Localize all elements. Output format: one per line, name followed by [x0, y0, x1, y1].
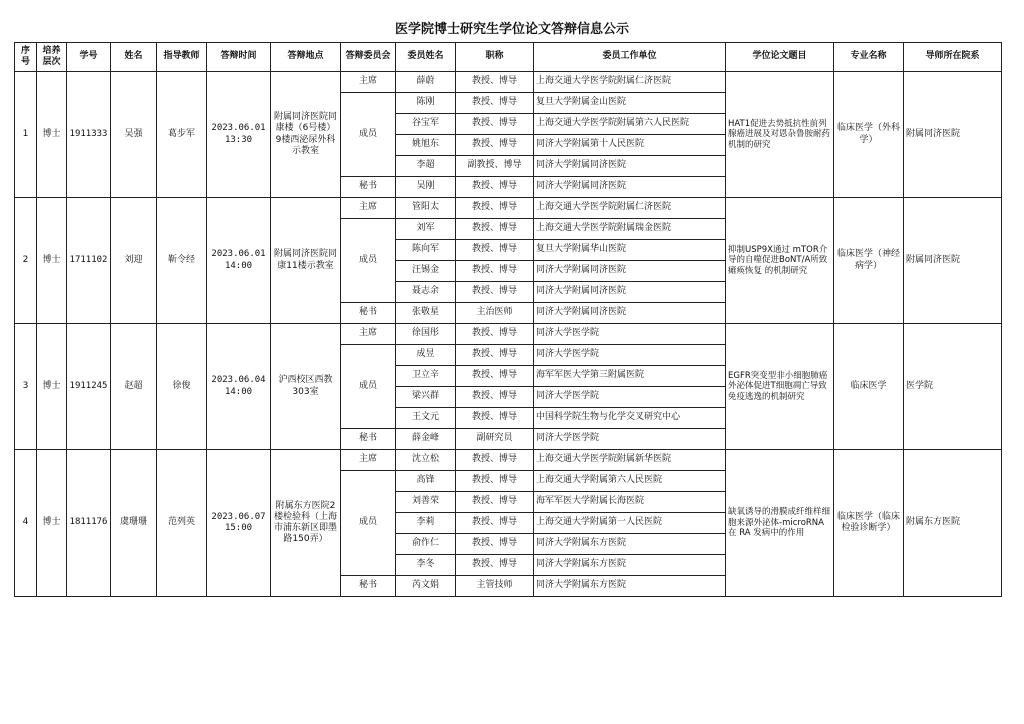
- member-name-cell: 芮文娟: [396, 576, 456, 597]
- member-name-cell: 姚旭东: [396, 135, 456, 156]
- member-unit-cell: 同济大学附属东方医院: [534, 555, 726, 576]
- seq-cell: 4: [15, 450, 37, 597]
- defense-place-cell: 附属同济医院同康11楼示教室: [271, 198, 341, 324]
- member-name-cell: 刘军: [396, 219, 456, 240]
- role-cell: 成员: [341, 471, 396, 576]
- advisor-cell: 靳令经: [157, 198, 207, 324]
- header-cell: 序号: [15, 43, 37, 72]
- member-title-cell: 教授、博导: [456, 93, 534, 114]
- member-name-cell: 徐国彤: [396, 324, 456, 345]
- role-cell: 秘书: [341, 429, 396, 450]
- member-name-cell: 聂志余: [396, 282, 456, 303]
- header-row: [15, 43, 1002, 72]
- student-id-cell: 1911333: [67, 72, 111, 198]
- role-cell: 主席: [341, 198, 396, 219]
- member-title-cell: 教授、博导: [456, 345, 534, 366]
- advisor-cell: 徐俊: [157, 324, 207, 450]
- member-title-cell: 教授、博导: [456, 324, 534, 345]
- member-unit-cell: 同济大学医学院: [534, 345, 726, 366]
- level-cell: 博士: [37, 72, 67, 198]
- header-cell: 委员工作单位: [534, 43, 726, 72]
- member-name-cell: 卫立辛: [396, 366, 456, 387]
- member-title-cell: 副教授、博导: [456, 156, 534, 177]
- advisor-cell: 范列英: [157, 450, 207, 597]
- member-unit-cell: 同济大学医学院: [534, 429, 726, 450]
- seq-cell: 2: [15, 198, 37, 324]
- member-title-cell: 教授、博导: [456, 219, 534, 240]
- member-title-cell: 教授、博导: [456, 366, 534, 387]
- page-title: 医学院博士研究生学位论文答辩信息公示: [394, 22, 629, 37]
- defense-time-cell: 2023.06.04 14:00: [207, 324, 271, 450]
- header-cell: 指导教师: [157, 43, 207, 72]
- defense-place-cell: 附属同济医院同康楼（6号楼）9楼西泌尿外科示教室: [271, 72, 341, 198]
- member-title-cell: 教授、博导: [456, 450, 534, 471]
- member-title-cell: 教授、博导: [456, 408, 534, 429]
- member-title-cell: 主管技师: [456, 576, 534, 597]
- major-cell: 临床医学（外科学）: [834, 72, 904, 198]
- member-title-cell: 教授、博导: [456, 471, 534, 492]
- member-unit-cell: 海军军医大学附属长海医院: [534, 492, 726, 513]
- student-id-cell: 1711102: [67, 198, 111, 324]
- role-cell: 成员: [341, 345, 396, 429]
- member-name-cell: 陈刚: [396, 93, 456, 114]
- header-cell: 答辩地点: [271, 43, 341, 72]
- member-name-cell: 成昱: [396, 345, 456, 366]
- advisor-cell: 葛步军: [157, 72, 207, 198]
- table-row: [15, 72, 1002, 93]
- student-name-cell: 虞珊珊: [111, 450, 157, 597]
- member-title-cell: 教授、博导: [456, 198, 534, 219]
- member-title-cell: 副研究员: [456, 429, 534, 450]
- member-unit-cell: 中国科学院生物与化学交叉研究中心: [534, 408, 726, 429]
- thesis-title-cell: 缺氧诱导的滑膜成纤维样细胞来源外泌体-microRNA 在 RA 发病中的作用: [726, 450, 834, 597]
- role-cell: 主席: [341, 324, 396, 345]
- role-cell: 秘书: [341, 303, 396, 324]
- member-unit-cell: 上海交通大学医学院附属瑞金医院: [534, 219, 726, 240]
- defense-place-cell: 附属东方医院2楼检验科（上海市浦东新区即墨路150弄）: [271, 450, 341, 597]
- member-unit-cell: 同济大学附属第十人民医院: [534, 135, 726, 156]
- member-unit-cell: 同济大学附属同济医院: [534, 282, 726, 303]
- student-id-cell: 1811176: [67, 450, 111, 597]
- header-cell: 导师所在院系: [904, 43, 1002, 72]
- student-name-cell: 吴强: [111, 72, 157, 198]
- table-row: [15, 198, 1002, 219]
- header-cell: 答辩委员会: [341, 43, 396, 72]
- defense-time-cell: 2023.06.01 13:30: [207, 72, 271, 198]
- major-cell: 临床医学（神经病学）: [834, 198, 904, 324]
- member-unit-cell: 复旦大学附属华山医院: [534, 240, 726, 261]
- header-cell: 学号: [67, 43, 111, 72]
- member-name-cell: 薛金峰: [396, 429, 456, 450]
- thesis-title-cell: HAT1促进去势抵抗性前列腺癌进展及对恩杂鲁胺耐药机制的研究: [726, 72, 834, 198]
- member-unit-cell: 同济大学附属东方医院: [534, 576, 726, 597]
- member-unit-cell: 同济大学医学院: [534, 324, 726, 345]
- dept-cell: 附属东方医院: [904, 450, 1002, 597]
- header-cell: 答辩时间: [207, 43, 271, 72]
- header-cell: 委员姓名: [396, 43, 456, 72]
- defense-time-cell: 2023.06.01 14:00: [207, 198, 271, 324]
- member-name-cell: 梁兴群: [396, 387, 456, 408]
- member-unit-cell: 同济大学医学院: [534, 387, 726, 408]
- member-name-cell: 俞作仁: [396, 534, 456, 555]
- member-name-cell: 谷宝军: [396, 114, 456, 135]
- member-title-cell: 教授、博导: [456, 492, 534, 513]
- member-title-cell: 教授、博导: [456, 114, 534, 135]
- member-title-cell: 主治医师: [456, 303, 534, 324]
- role-cell: 主席: [341, 450, 396, 471]
- role-cell: 主席: [341, 72, 396, 93]
- member-title-cell: 教授、博导: [456, 135, 534, 156]
- member-name-cell: 王文元: [396, 408, 456, 429]
- seq-cell: 1: [15, 72, 37, 198]
- member-unit-cell: 上海交通大学医学院附属仁济医院: [534, 198, 726, 219]
- member-name-cell: 薛蔚: [396, 72, 456, 93]
- member-unit-cell: 海军军医大学第三附属医院: [534, 366, 726, 387]
- member-name-cell: 高锋: [396, 471, 456, 492]
- member-title-cell: 教授、博导: [456, 534, 534, 555]
- member-unit-cell: 同济大学附属同济医院: [534, 303, 726, 324]
- role-cell: 秘书: [341, 576, 396, 597]
- header-cell: 学位论文题目: [726, 43, 834, 72]
- member-title-cell: 教授、博导: [456, 282, 534, 303]
- member-unit-cell: 上海交通大学医学院附属新华医院: [534, 450, 726, 471]
- header-cell: 职称: [456, 43, 534, 72]
- member-unit-cell: 复旦大学附属金山医院: [534, 93, 726, 114]
- member-unit-cell: 同济大学附属同济医院: [534, 156, 726, 177]
- member-name-cell: 吴刚: [396, 177, 456, 198]
- member-unit-cell: 上海交通大学医学院附属仁济医院: [534, 72, 726, 93]
- member-name-cell: 汪锡金: [396, 261, 456, 282]
- defense-place-cell: 沪西校区西教303室: [271, 324, 341, 450]
- defense-time-cell: 2023.06.07 15:00: [207, 450, 271, 597]
- member-name-cell: 刘善荣: [396, 492, 456, 513]
- member-unit-cell: 同济大学附属同济医院: [534, 177, 726, 198]
- level-cell: 博士: [37, 450, 67, 597]
- member-title-cell: 教授、博导: [456, 72, 534, 93]
- defense-table: [14, 42, 1002, 597]
- member-title-cell: 教授、博导: [456, 177, 534, 198]
- role-cell: 成员: [341, 219, 396, 303]
- member-unit-cell: 同济大学附属东方医院: [534, 534, 726, 555]
- header-cell: 专业名称: [834, 43, 904, 72]
- member-title-cell: 教授、博导: [456, 240, 534, 261]
- member-name-cell: 李莉: [396, 513, 456, 534]
- member-title-cell: 教授、博导: [456, 261, 534, 282]
- member-name-cell: 李冬: [396, 555, 456, 576]
- student-name-cell: 赵超: [111, 324, 157, 450]
- student-name-cell: 刘迎: [111, 198, 157, 324]
- dept-cell: 医学院: [904, 324, 1002, 450]
- table-row: [15, 450, 1002, 471]
- member-unit-cell: 同济大学附属同济医院: [534, 261, 726, 282]
- member-unit-cell: 上海交通大学附属第一人民医院: [534, 513, 726, 534]
- seq-cell: 3: [15, 324, 37, 450]
- student-id-cell: 1911245: [67, 324, 111, 450]
- member-name-cell: 李超: [396, 156, 456, 177]
- role-cell: 成员: [341, 93, 396, 177]
- member-name-cell: 管阳太: [396, 198, 456, 219]
- level-cell: 博士: [37, 198, 67, 324]
- member-title-cell: 教授、博导: [456, 555, 534, 576]
- major-cell: 临床医学: [834, 324, 904, 450]
- member-name-cell: 张敬星: [396, 303, 456, 324]
- role-cell: 秘书: [341, 177, 396, 198]
- major-cell: 临床医学（临床检验诊断学）: [834, 450, 904, 597]
- dept-cell: 附属同济医院: [904, 72, 1002, 198]
- header-cell: 培养层次: [37, 43, 67, 72]
- header-cell: 姓名: [111, 43, 157, 72]
- thesis-title-cell: 抑制USP9X通过 mTOR介导的自噬促进BoNT/A所致瘫痪恢复 的机制研究: [726, 198, 834, 324]
- member-name-cell: 沈立松: [396, 450, 456, 471]
- table-row: [15, 324, 1002, 345]
- level-cell: 博士: [37, 324, 67, 450]
- member-unit-cell: 上海交通大学医学院附属第六人民医院: [534, 114, 726, 135]
- dept-cell: 附属同济医院: [904, 198, 1002, 324]
- member-title-cell: 教授、博导: [456, 513, 534, 534]
- member-name-cell: 陈向军: [396, 240, 456, 261]
- member-title-cell: 教授、博导: [456, 387, 534, 408]
- thesis-title-cell: EGFR突变型非小细胞肺癌外泌体促进T细胞凋亡导致免疫逃逸的机制研究: [726, 324, 834, 450]
- member-unit-cell: 上海交通大学附属第六人民医院: [534, 471, 726, 492]
